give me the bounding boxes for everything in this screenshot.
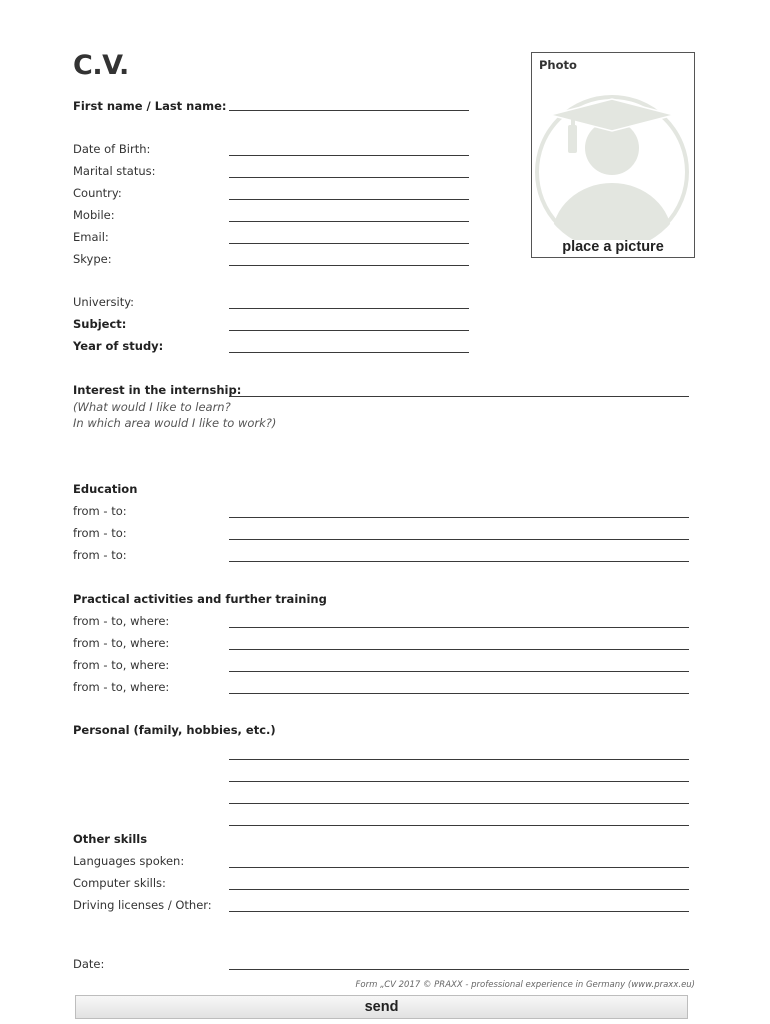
email-label: Email: [73,230,109,244]
subject-label: Subject: [73,317,127,331]
driving-licenses-field[interactable] [229,911,689,912]
practical-field-3[interactable] [229,671,689,672]
year-of-study-field[interactable] [229,352,469,353]
education-field-1[interactable] [229,517,689,518]
graduate-avatar-icon [534,95,692,244]
internship-label: Interest in the internship: [73,383,242,397]
education-row-label: from - to: [73,548,127,562]
send-button[interactable]: send [75,995,688,1019]
date-field[interactable] [229,969,689,970]
education-heading: Education [73,482,138,496]
year-of-study-label: Year of study: [73,339,164,353]
name-label: First name / Last name: [73,99,227,113]
driving-licenses-label: Driving licenses / Other: [73,898,212,912]
personal-field-2[interactable] [229,781,689,782]
practical-field-4[interactable] [229,693,689,694]
internship-hint-1: (What would I like to learn? [73,400,231,414]
university-label: University: [73,295,135,309]
languages-field[interactable] [229,867,689,868]
education-row-label: from - to: [73,526,127,540]
dob-field[interactable] [229,155,469,156]
personal-heading: Personal (family, hobbies, etc.) [73,723,276,737]
computer-skills-label: Computer skills: [73,876,166,890]
date-label: Date: [73,957,105,971]
practical-row-label: from - to, where: [73,636,170,650]
practical-field-1[interactable] [229,627,689,628]
mobile-label: Mobile: [73,208,115,222]
languages-label: Languages spoken: [73,854,185,868]
other-skills-heading: Other skills [73,832,148,846]
page-title: C.V. [73,50,129,81]
email-field[interactable] [229,243,469,244]
education-field-2[interactable] [229,539,689,540]
name-field[interactable] [229,110,469,111]
mobile-field[interactable] [229,221,469,222]
marital-status-field[interactable] [229,177,469,178]
subject-field[interactable] [229,330,469,331]
university-field[interactable] [229,308,469,309]
photo-label: Photo [539,58,577,72]
practical-row-label: from - to, where: [73,680,170,694]
country-label: Country: [73,186,122,200]
skype-label: Skype: [73,252,112,266]
personal-field-4[interactable] [229,825,689,826]
form-footer-note: Form „CV 2017 © PRAXX - professional experience in Germany (www.praxx.eu) [355,980,695,990]
practical-field-2[interactable] [229,649,689,650]
internship-field[interactable] [229,396,689,397]
place-picture-label: place a picture [562,239,664,255]
practical-row-label: from - to, where: [73,658,170,672]
education-field-3[interactable] [229,561,689,562]
personal-field-3[interactable] [229,803,689,804]
skype-field[interactable] [229,265,469,266]
personal-field-1[interactable] [229,759,689,760]
practical-heading: Practical activities and further training [73,592,327,606]
marital-status-label: Marital status: [73,164,156,178]
practical-row-label: from - to, where: [73,614,170,628]
country-field[interactable] [229,199,469,200]
dob-label: Date of Birth: [73,142,151,156]
internship-hint-2: In which area would I like to work?) [73,416,277,430]
education-row-label: from - to: [73,504,127,518]
computer-skills-field[interactable] [229,889,689,890]
